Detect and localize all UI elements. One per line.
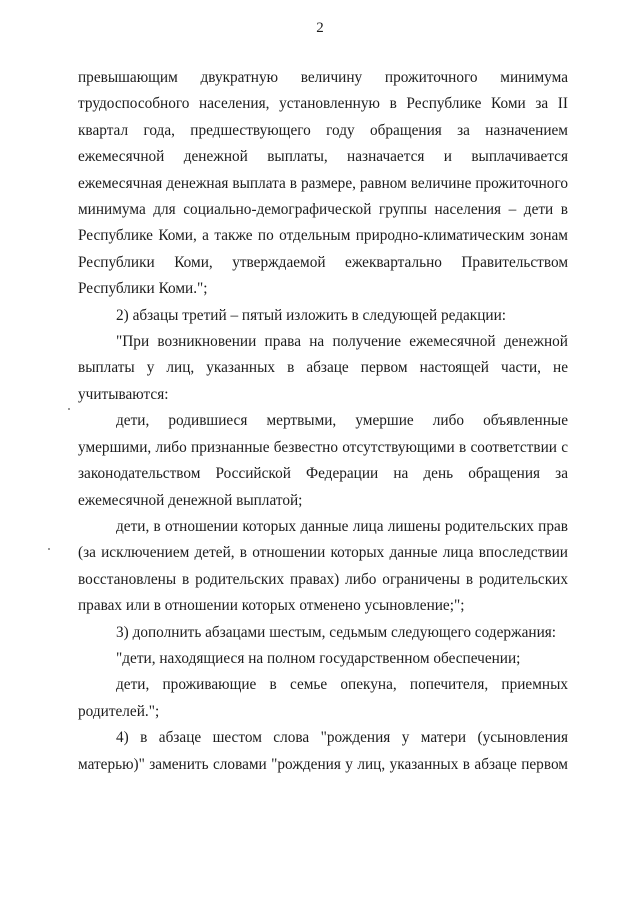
paragraph-children-deprived-rights: дети, в отношении которых данные лица лишены родительских прав (за исключением детей, в отношении которых данные лица впоследствии восстановлены в родительских правах) либо ограничены в родительских правах или в отношении которых отменено усыновление;"; (78, 517, 568, 615)
paragraph-amendment-4: 4) в абзаце шестом слова "рождения у матери (усыновления матерью)" заменить словами "рождения у лиц, указанных в абзаце первом (78, 729, 568, 773)
scan-speck (48, 548, 50, 550)
paragraph-amendment-3: 3) дополнить абзацами шестым, седьмым следующего содержания: (116, 623, 557, 641)
scan-speck (68, 408, 70, 410)
document-body (78, 65, 568, 778)
paragraph-guardian-family: дети, проживающие в семье опекуна, попечителя, приемных родителей."; (78, 676, 568, 720)
paragraph-amendment-2: 2) абзацы третий – пятый изложить в следующей редакции: (116, 306, 507, 324)
paragraph-continuation: превышающим двукратную величину прожиточного минимума трудоспособного населения, установленную в Республике Коми за II квартал года, предшествующего году обращения за назначением ежемесячной денежной выплаты, назначается и выплачивается ежемесячная денежная выплата в размере, равном величине прожиточного минимума для социально-демографической группы населения – дети в Республике Коми, а также по отдельным природно-климатическим зонам Республики Коми, утверждаемой ежеквартально Правительством Республики Коми."; (78, 69, 568, 298)
paragraph-children-deceased: дети, родившиеся мертвыми, умершие либо объявленные умершими, либо признанные безвестно отсутствующими в соответствии с законодательством Российской Федерации на день обращения за ежемесячной денежной выплатой; (78, 412, 568, 509)
paragraph-state-support: "дети, находящиеся на полном государственном обеспечении; (116, 649, 521, 667)
paragraph-quote-intro: "При возникновении права на получение ежемесячной денежной выплаты у лиц, указанных в абзаце первом настоящей части, не учитываются: (78, 333, 568, 403)
page-number: 2 (316, 20, 324, 36)
